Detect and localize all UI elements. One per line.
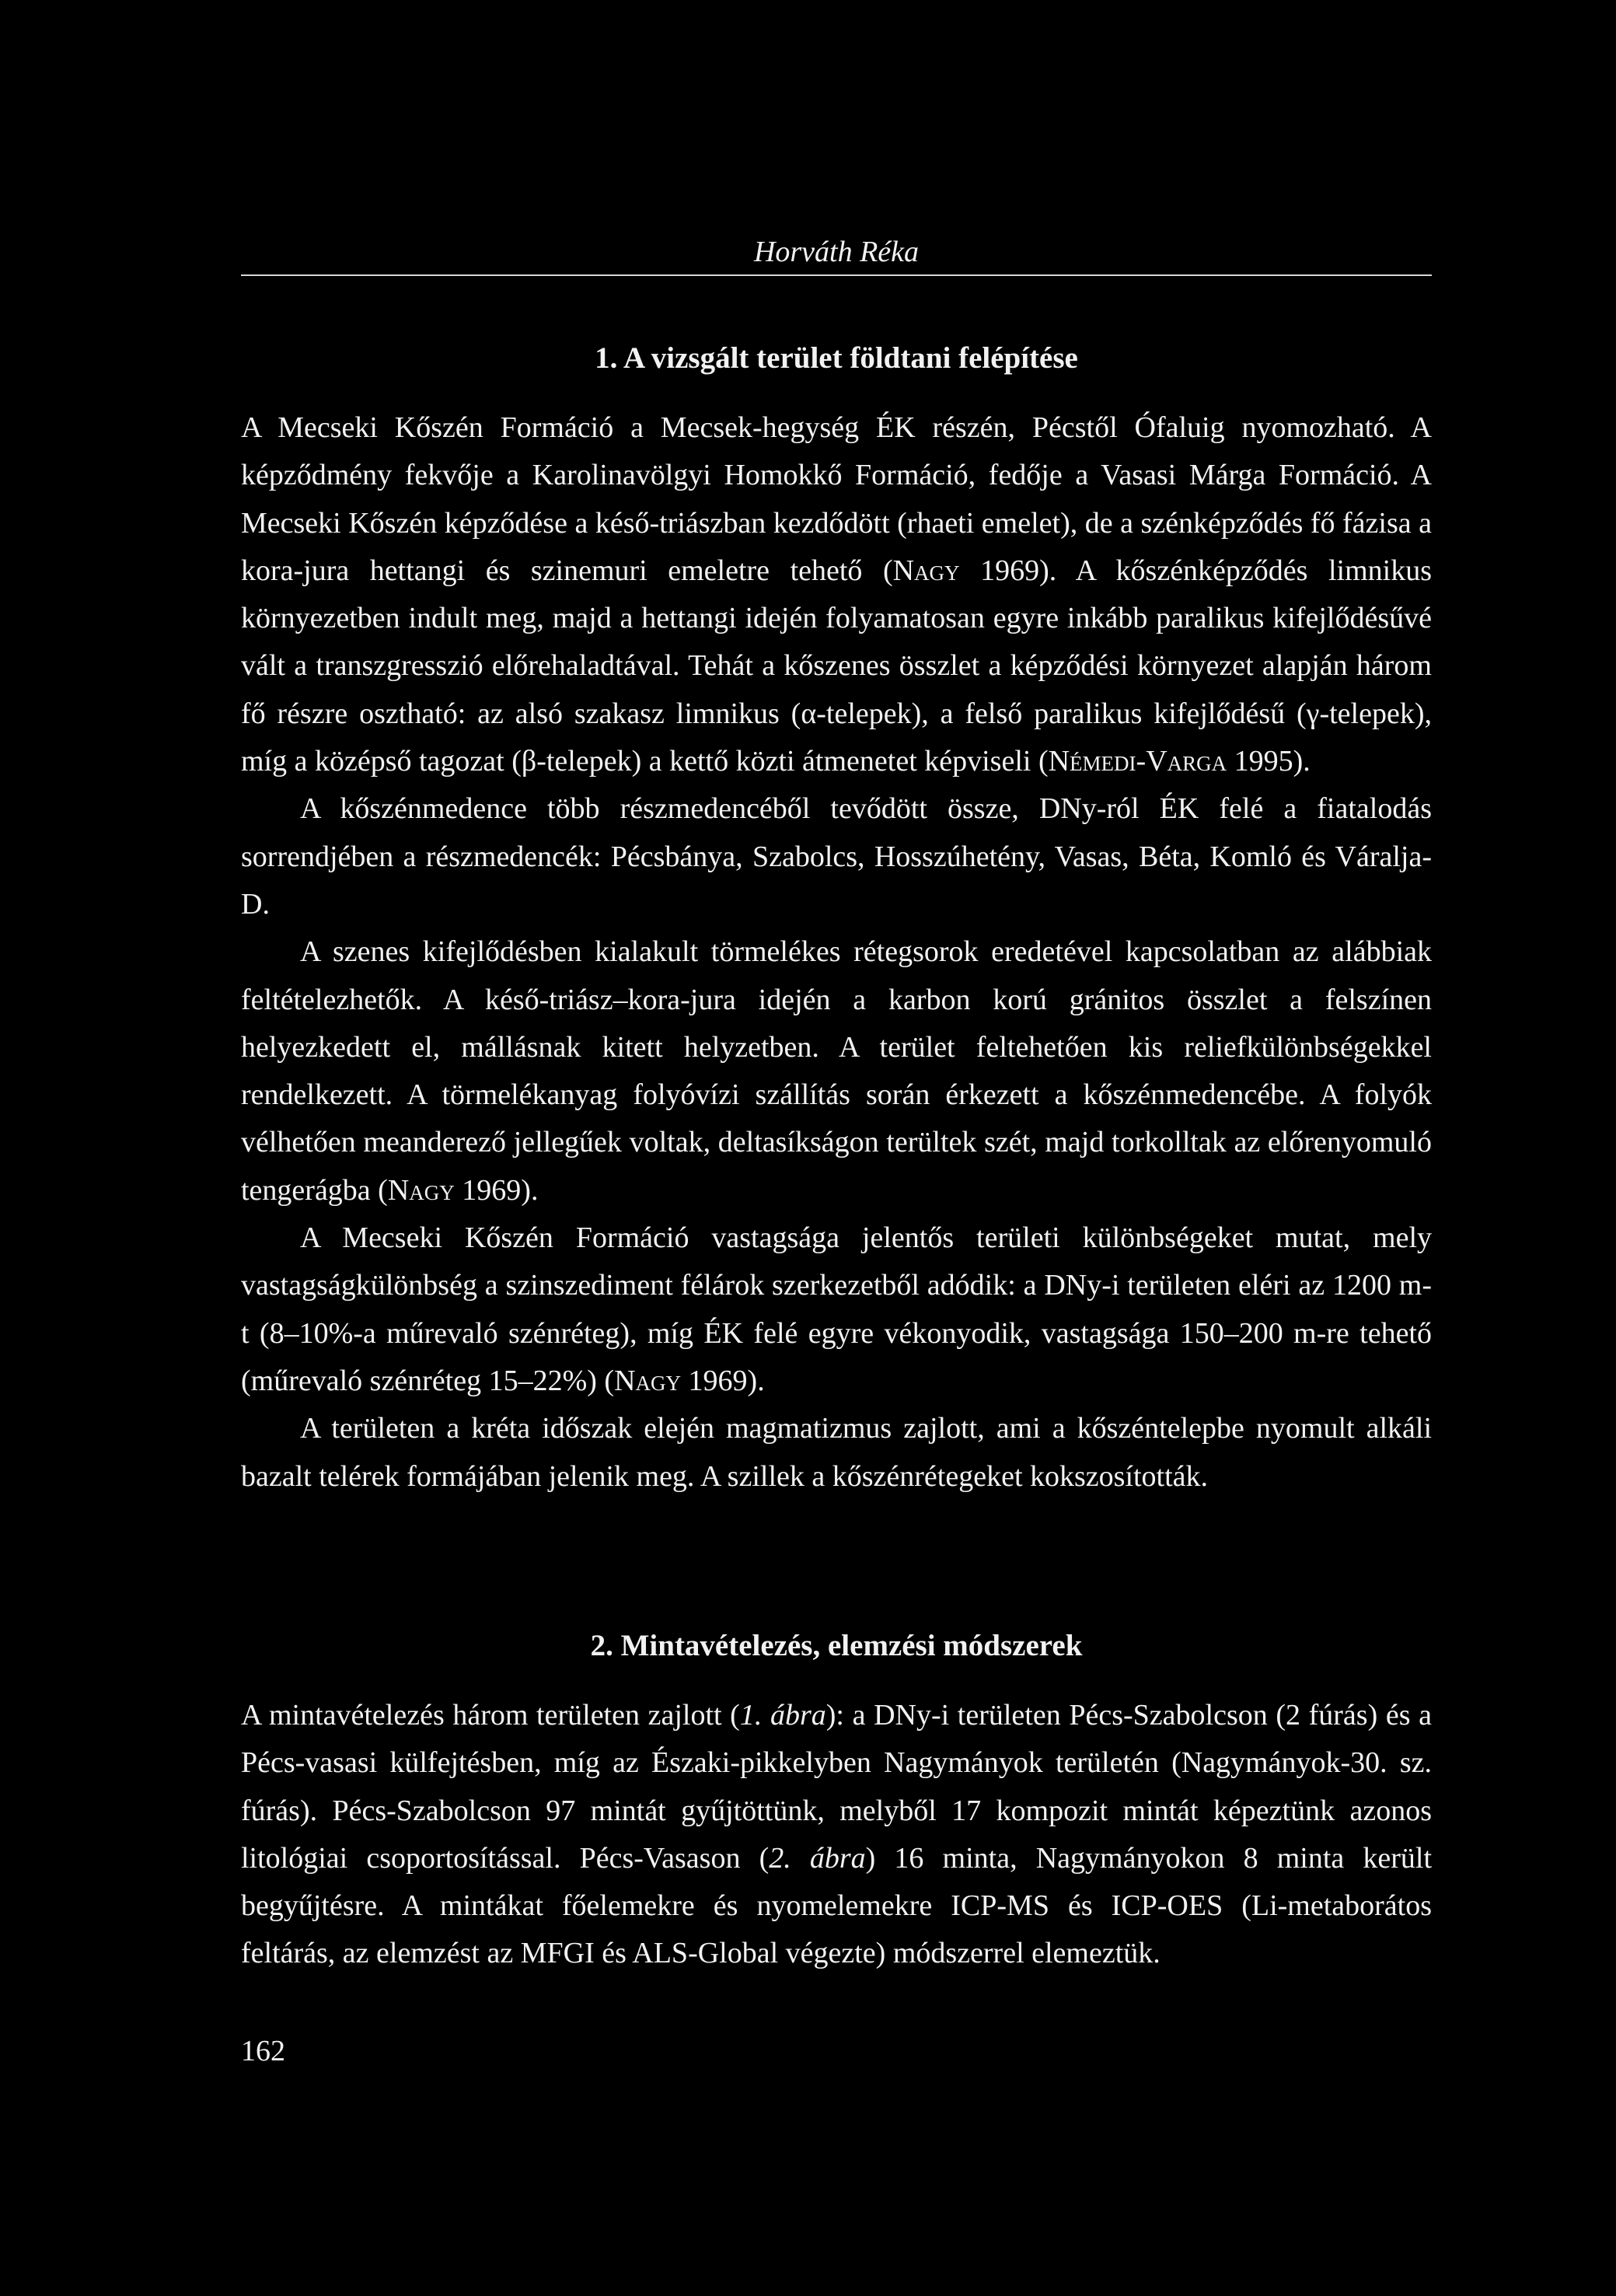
section-title: 2. Mintavételezés, elemzési módszerek <box>590 1629 1083 1662</box>
page-number: 162 <box>241 2035 285 2067</box>
section-title: 1. A vizsgált terület földtani felépítése <box>595 341 1078 375</box>
paragraph-sediment-origin: A szenes kifejlődésben kialakult törmelékes rétegsorok eredetével kapcsolatban az alábbiak feltételezhetők. A késő-triász–kora-jura idején a karbon korú gránitos összlet a felszínen helyezkedett el, mállásnak kitett helyzetben. A terület feltehetően kis reliefkülönbségekkel rendelkezett. A törmelékanyag folyóvízi szállítás során érkezett a kőszénmedencébe. A folyók vélhetően meanderező jellegűek voltak, deltasíkságon terültek szét, majd torkolltak az előrenyomuló tengerágba (Nagy 1969). <box>241 935 1432 1207</box>
paragraph-magmatism: A területen a kréta időszak elején magmatizmus zajlott, ami a kőszéntelepbe nyomult alkáli bazalt telérek formájában jelenik meg. A szillek a kőszénrétegeket kokszosították. <box>241 1412 1432 1493</box>
paragraph-subbasins: A kőszénmedence több részmedencéből tevődött össze, DNy-ról ÉK felé a fiatalodás sorrendjében a részmedencék: Pécsbánya, Szabolcs, Hosszúhetény, Vasas, Béta, Komló és Váralja-D. <box>241 792 1432 921</box>
paragraph-formation: A Mecseki Kőszén Formáció a Mecsek-hegység ÉK részén, Pécstől Ófaluig nyomozható. A képződmény fekvője a Karolinavölgyi Homokkő Formáció, fedője a Vasasi Márga Formáció. A Mecseki Kőszén képződése a késő-triászban kezdődött (rhaeti emelet), de a szénképződés fő fázisa a kora-jura hettangi és szinemuri emeletre tehető (Nagy 1969). A kőszénképződés limnikus környezetben indult meg, majd a hettangi idején folyamatosan egyre inkább paralikus kifejlődésűvé vált a transzgresszió előrehaladtával. Tehát a kőszenes összlet a képződési környezet alapján három fő részre osztható: az alsó szakasz limnikus (α-telepek), a felső paralikus kifejlődésű (γ-telepek), míg a középső tagozat (β-telepek) a kettő közti átmenetet képviseli (Némedi-Varga 1995). <box>241 411 1432 778</box>
paragraph-sampling: A mintavételezés három területen zajlott (1. ábra): a DNy-i területen Pécs-Szabolcson (2 fúrás) és a Pécs-vasasi külfejtésben, míg az Északi-pikkelyben Nagymányok területén (Nagymányok-30. sz. fúrás). Pécs-Szabolcson 97 mintát gyűjtöttünk, melyből 17 kompozit mintát képeztünk azonos litológiai csoportosítással. Pécs-Vasason (2. ábra) 16 minta, Nagymányokon 8 minta került begyűjtésre. A mintákat főelemekre és nyomelemekre ICP-MS és ICP-OES (Li-metaborátos feltárás, az elemzést az MFGI és ALS-Global végezte) módszerrel elemeztük. <box>241 1699 1433 1970</box>
citation: Nagy <box>387 1173 455 1207</box>
header-rule <box>241 274 1432 276</box>
citation: Nagy <box>892 554 960 587</box>
paragraph-thickness: A Mecseki Kőszén Formáció vastagsága jelentős területi különbségeket mutat, mely vastagságkülönbség a szinszediment félárok szerkezetből adódik: a DNy-i területen eléri az 1200 m-t (8–10%-a műrevaló szénréteg), míg ÉK felé egyre vékonyodik, vastagsága 150–200 m-re tehető (műrevaló szénréteg 15–22%) (Nagy 1969). <box>241 1221 1432 1397</box>
figure-reference: 2. ábra <box>769 1841 866 1875</box>
section-geology <box>241 339 1432 1501</box>
section-sampling <box>241 1627 1432 1978</box>
citation: Nagy <box>614 1364 682 1397</box>
running-head: Horváth Réka <box>753 236 920 268</box>
citation: Némedi-Varga <box>1048 745 1227 778</box>
figure-reference: 1. ábra <box>739 1699 826 1732</box>
